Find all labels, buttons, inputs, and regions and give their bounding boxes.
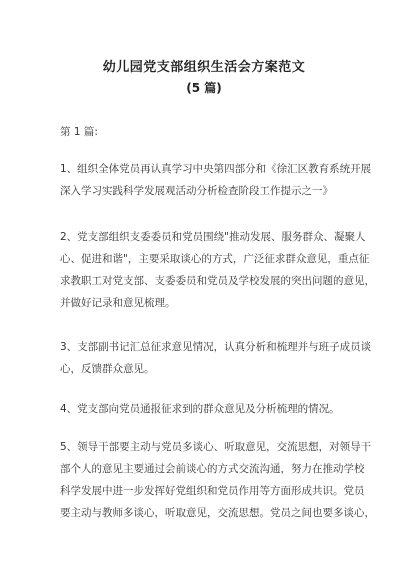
- section-label: 第 1 篇:: [60, 126, 98, 138]
- document-subtitle: (5 篇): [186, 81, 222, 95]
- paragraph-line: 求教职工对党支部、支委委员和党员及学校发展的突出问题的意见，: [60, 275, 375, 287]
- paragraph-line: 3、支部副书记汇总征求意见情况，认真分析和梳理并与班子成员谈: [60, 341, 372, 353]
- paragraph-line: 5、领导干部要主动与党员多谈心、听取意见，交流思想，对领导干: [60, 441, 372, 453]
- paragraph-line: 4、党支部向党员通报征求到的群众意见及分析梳理的情况。: [60, 403, 340, 415]
- paragraph-line: 部个人的意见主要通过会前谈心的方式交流沟通，努力在推动学校: [60, 463, 365, 475]
- paragraph-4: [60, 398, 360, 420]
- paragraph-line: 要主动与教师多谈心，听取意见，交流思想。党员之间也要多谈心，: [60, 507, 375, 519]
- paragraph-1: [60, 158, 372, 202]
- paragraph-5: [60, 436, 375, 524]
- paragraph-line: 心、促进和谐"，主要采取谈心的方式，广泛征求群众意见，重点征: [60, 253, 370, 265]
- paragraph-line: 深入学习实践科学发展观活动分析检查阶段工作提示之一》: [60, 185, 333, 197]
- paragraph-line: 并做好记录和意见梳理。: [60, 297, 176, 309]
- paragraph-line: 科学发展中进一步发挥好党组织和党员作用等方面形成共识。党员: [60, 485, 365, 497]
- paragraph-3: [60, 336, 372, 380]
- paragraph-2: [60, 226, 375, 314]
- paragraph-line: 2、党支部组织支委委员和党员围绕"推动发展、服务群众、凝聚人: [60, 231, 366, 243]
- document-title: 幼儿园党支部组织生活会方案范文: [102, 60, 306, 75]
- paragraph-line: 1、组织全体党员再认真学习中央第四部分和《徐汇区教育系统开展: [60, 163, 372, 175]
- paragraph-line: 心，反馈群众意见。: [60, 363, 155, 375]
